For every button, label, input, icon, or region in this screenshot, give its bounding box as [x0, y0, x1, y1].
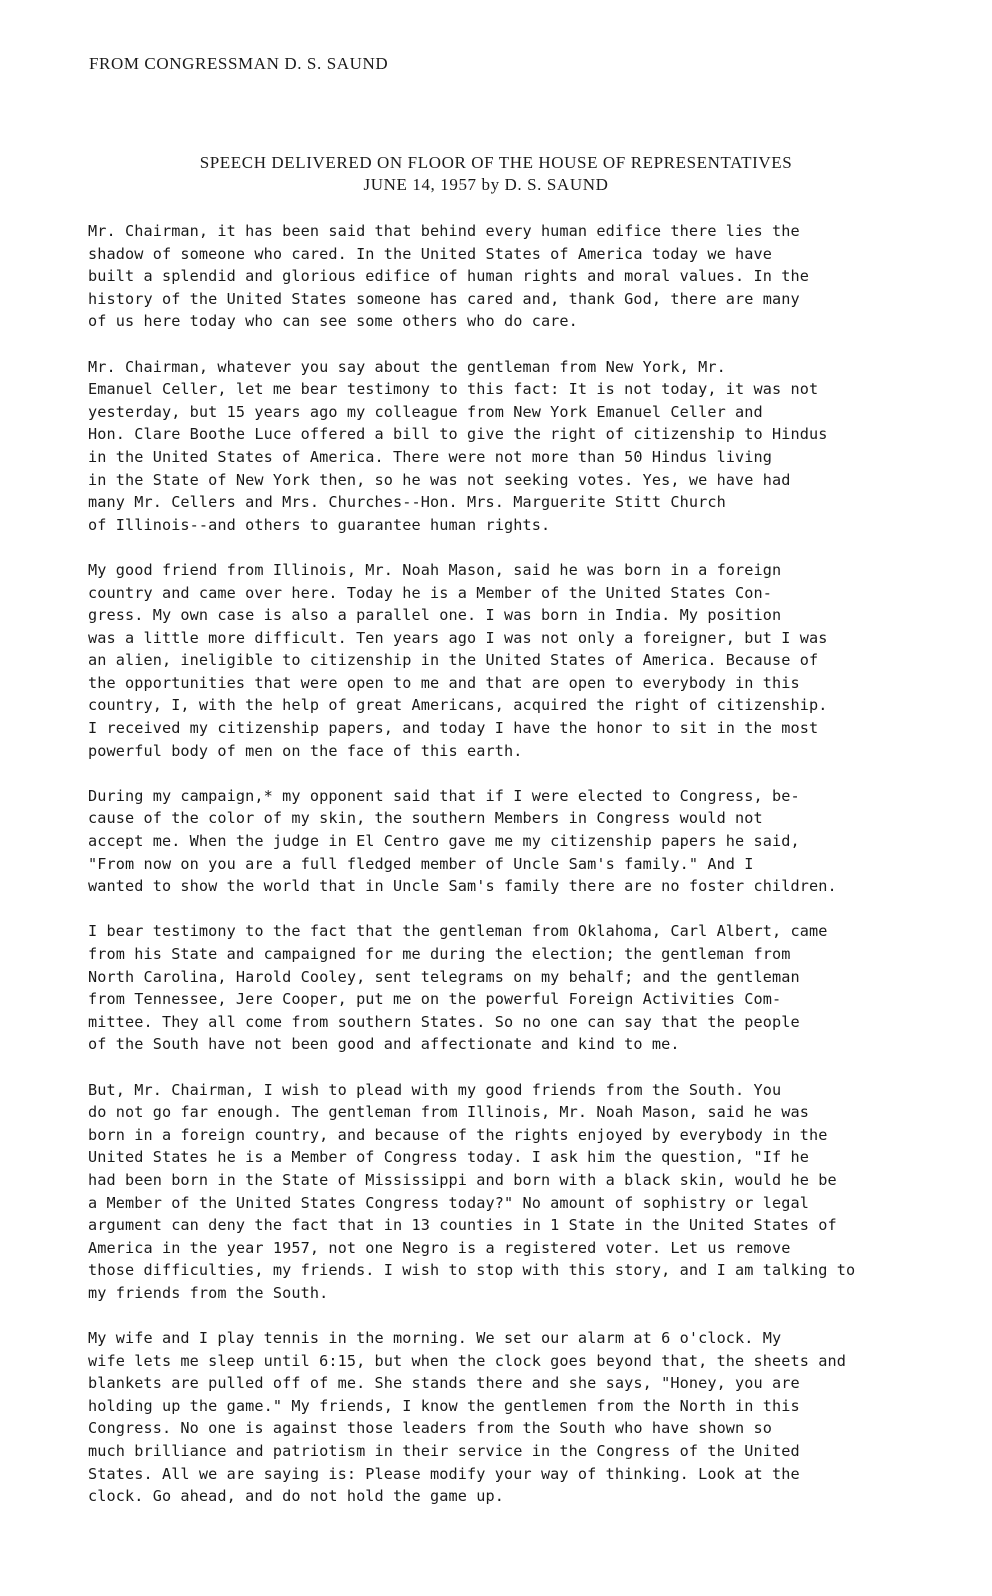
paragraph-line: of Illinois--and others to guarantee human rights. — [88, 515, 551, 534]
paragraph-line: North Carolina, Harold Cooley, sent telegrams on my behalf; and the gentleman — [88, 967, 800, 986]
speech-date-line: JUNE 14, 1957 by D. S. SAUND — [363, 175, 609, 194]
paragraph-line: Hon. Clare Boothe Luce offered a bill to give the right of citizenship to Hindus — [88, 425, 828, 444]
paragraph-line: States. All we are saying is: Please modify your way of thinking. Look at the — [88, 1464, 800, 1483]
paragraph-line: the opportunities that were open to me and that are open to everybody in this — [88, 673, 800, 692]
paragraph-line: in the State of New York then, so he was not seeking votes. Yes, we have had — [88, 470, 791, 489]
paragraph-line: of the South have not been good and affectionate and kind to me. — [88, 1035, 680, 1054]
paragraph-line: Congress. No one is against those leaders from the South who have shown so — [88, 1419, 773, 1438]
paragraph-line: Emanuel Celler, let me bear testimony to this fact: It is not today, it was not — [88, 380, 819, 399]
paragraph-line: do not go far enough. The gentleman from Illinois, Mr. Noah Mason, said he was — [88, 1103, 810, 1122]
paragraph-line: Mr. Chairman, it has been said that behind every human edifice there lies the — [88, 222, 800, 240]
from-line: FROM CONGRESSMAN D. S. SAUND — [89, 54, 389, 73]
speech-paragraph — [88, 785, 906, 898]
paragraph-line: much brilliance and patriotism in their service in the Congress of the United — [88, 1442, 800, 1461]
paragraph-line: wife lets me sleep until 6:15, but when the clock goes beyond that, the sheets and — [88, 1351, 846, 1370]
paragraph-line: of us here today who can see some others who do care. — [88, 312, 578, 331]
paragraph-line: During my campaign,* my opponent said that if I were elected to Congress, be- — [88, 786, 800, 805]
paragraph-line: America in the year 1957, not one Negro is a registered voter. Let us remove — [88, 1238, 791, 1257]
speech-title: SPEECH DELIVERED ON FLOOR OF THE HOUSE OF REPRESENTATIVES — [199, 153, 793, 172]
paragraph-line: accept me. When the judge in El Centro gave me my citizenship papers he said, — [88, 832, 800, 851]
paragraph-line: powerful body of men on the face of this earth. — [88, 741, 523, 760]
speech-paragraph — [88, 1079, 906, 1305]
paragraph-line: cause of the color of my skin, the southern Members in Congress would not — [88, 809, 763, 828]
paragraph-line: "From now on you are a full fledged member of Uncle Sam's family." And I — [88, 854, 754, 873]
paragraph-line: from his State and campaigned for me during the election; the gentleman from — [88, 945, 791, 963]
paragraph-line: blankets are pulled off of me. She stands there and she says, "Honey, you are — [88, 1374, 800, 1393]
paragraph-line: My good friend from Illinois, Mr. Noah Mason, said he was born in a foreign — [88, 560, 782, 579]
paragraph-line: clock. Go ahead, and do not hold the game up. — [88, 1487, 504, 1506]
speech-paragraph — [88, 1327, 906, 1508]
paragraph-line: shadow of someone who cared. In the United States of America today we have — [88, 244, 773, 263]
paragraph-line: yesterday, but 15 years ago my colleague from New York Emanuel Celler and — [88, 402, 763, 421]
paragraph-line: country and came over here. Today he is a Member of the United States Con- — [88, 583, 773, 602]
paragraph-line: born in a foreign country, and because of the rights enjoyed by everybody in the — [88, 1125, 828, 1144]
paragraph-line: argument can deny the fact that in 13 counties in 1 State in the United States of — [88, 1216, 837, 1235]
paragraph-line: holding up the game." My friends, I know the gentlemen from the North in this — [88, 1396, 800, 1415]
paragraph-line: history of the United States someone has cared and, thank God, there are many — [88, 289, 800, 308]
speech-paragraph — [88, 220, 906, 333]
paragraph-line: was a little more difficult. Ten years ago I was not only a foreigner, but I was — [88, 628, 828, 647]
paragraph-line: had been born in the State of Mississippi and born with a black skin, would he be — [88, 1170, 837, 1189]
paragraph-line: my friends from the South. — [88, 1283, 329, 1302]
paragraph-line: country, I, with the help of great Americans, acquired the right of citizenship. — [88, 696, 828, 715]
paragraph-line: I received my citizenship papers, and today I have the honor to sit in the most — [88, 719, 819, 738]
paragraph-line: Mr. Chairman, whatever you say about the gentleman from New York, Mr. — [88, 357, 726, 376]
speech-body — [88, 220, 906, 1530]
speech-paragraph — [88, 920, 906, 1056]
paragraph-line: a Member of the United States Congress today?" No amount of sophistry or legal — [88, 1193, 810, 1212]
speech-heading — [0, 152, 992, 196]
paragraph-line: wanted to show the world that in Uncle Sam's family there are no foster children. — [88, 877, 837, 896]
paragraph-line: mittee. They all come from southern States. So no one can say that the people — [88, 1012, 800, 1031]
paragraph-line: gress. My own case is also a parallel one. I was born in India. My position — [88, 606, 782, 625]
paragraph-line: an alien, ineligible to citizenship in the United States of America. Because of — [88, 651, 819, 670]
paragraph-line: United States he is a Member of Congress today. I ask him the question, "If he — [88, 1148, 810, 1167]
paragraph-line: I bear testimony to the fact that the gentleman from Oklahoma, Carl Albert, came — [88, 922, 828, 941]
paragraph-line: built a splendid and glorious edifice of human rights and moral values. In the — [88, 267, 810, 286]
paragraph-line: those difficulties, my friends. I wish to stop with this story, and I am talking to — [88, 1261, 856, 1280]
paragraph-line: My wife and I play tennis in the morning. We set our alarm at 6 o'clock. My — [88, 1329, 782, 1348]
paragraph-line: many Mr. Cellers and Mrs. Churches--Hon. Mrs. Marguerite Stitt Church — [88, 493, 726, 512]
speech-paragraph — [88, 356, 906, 537]
paragraph-line: from Tennessee, Jere Cooper, put me on the powerful Foreign Activities Com- — [88, 990, 782, 1009]
paragraph-line: But, Mr. Chairman, I wish to plead with my good friends from the South. You — [88, 1080, 782, 1099]
paragraph-line: in the United States of America. There were not more than 50 Hindus living — [88, 447, 773, 466]
speech-paragraph — [88, 559, 906, 762]
